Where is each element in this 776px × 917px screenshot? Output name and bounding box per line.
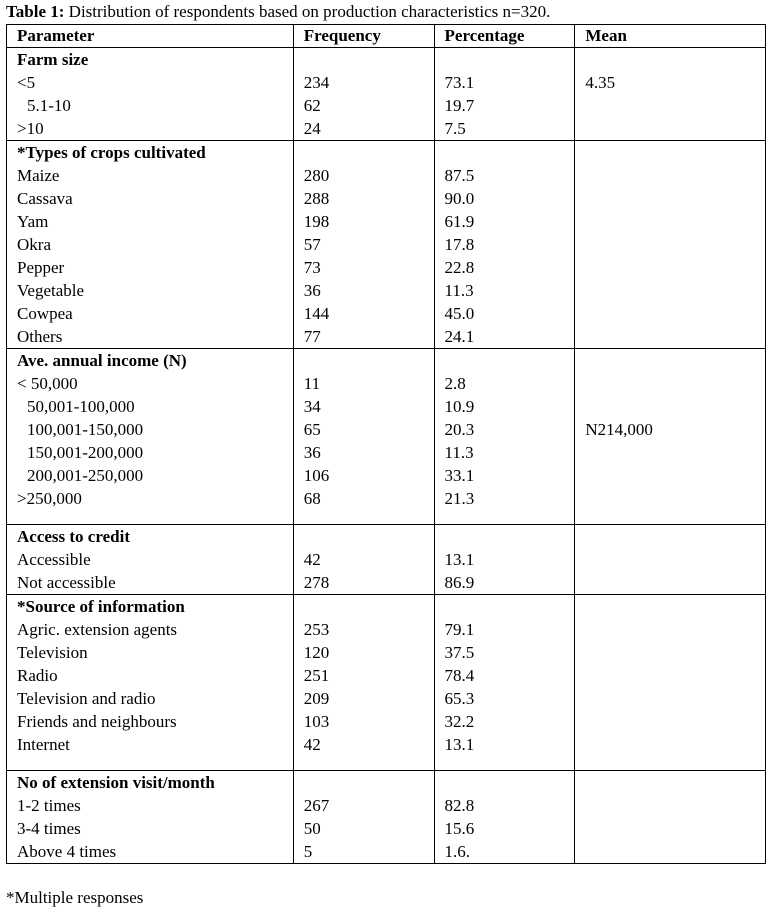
row-frequency: 50 (293, 817, 434, 840)
row-label: Television and radio (7, 687, 294, 710)
spacer-cell (293, 510, 434, 525)
row-percentage: 79.1 (434, 618, 575, 641)
mean-value: 4.35 (585, 73, 616, 92)
row-percentage: 15.6 (434, 817, 575, 840)
row-percentage: 10.9 (434, 395, 575, 418)
section-title: Access to credit (7, 525, 294, 549)
section-mean (575, 48, 766, 141)
section-title: No of extension visit/month (7, 771, 294, 795)
section-title: *Source of information (7, 595, 294, 619)
section-mean (575, 349, 766, 525)
section-title: *Types of crops cultivated (7, 141, 294, 165)
row-percentage: 13.1 (434, 733, 575, 756)
section-title-row (7, 771, 766, 795)
row-percentage: 2.8 (434, 372, 575, 395)
row-frequency: 34 (293, 395, 434, 418)
row-label: Above 4 times (7, 840, 294, 864)
row-label: Vegetable (7, 279, 294, 302)
row-percentage: 45.0 (434, 302, 575, 325)
row-frequency: 73 (293, 256, 434, 279)
section-mean (575, 771, 766, 864)
row-frequency: 77 (293, 325, 434, 349)
row-label: Accessible (7, 548, 294, 571)
row-label: >10 (7, 117, 294, 141)
spacer-cell (7, 756, 294, 771)
freq-cell (293, 525, 434, 549)
row-percentage: 61.9 (434, 210, 575, 233)
row-label: Maize (7, 164, 294, 187)
row-label: Pepper (7, 256, 294, 279)
row-percentage: 17.8 (434, 233, 575, 256)
row-percentage: 33.1 (434, 464, 575, 487)
row-label: 100,001-150,000 (7, 418, 294, 441)
row-percentage: 32.2 (434, 710, 575, 733)
row-label: Yam (7, 210, 294, 233)
row-percentage: 78.4 (434, 664, 575, 687)
row-label: Television (7, 641, 294, 664)
row-percentage: 7.5 (434, 117, 575, 141)
row-frequency: 280 (293, 164, 434, 187)
row-label: >250,000 (7, 487, 294, 510)
row-label: 50,001-100,000 (7, 395, 294, 418)
pct-cell (434, 771, 575, 795)
freq-cell (293, 349, 434, 373)
table-caption (6, 2, 550, 22)
row-percentage: 86.9 (434, 571, 575, 595)
pct-cell (434, 525, 575, 549)
row-percentage: 37.5 (434, 641, 575, 664)
row-percentage: 13.1 (434, 548, 575, 571)
row-percentage: 73.1 (434, 71, 575, 94)
row-label: Cassava (7, 187, 294, 210)
row-frequency: 65 (293, 418, 434, 441)
row-label: 3-4 times (7, 817, 294, 840)
row-percentage: 87.5 (434, 164, 575, 187)
row-percentage: 19.7 (434, 94, 575, 117)
row-frequency: 24 (293, 117, 434, 141)
row-frequency: 120 (293, 641, 434, 664)
spacer-cell (293, 756, 434, 771)
caption-label: Table 1: (6, 2, 65, 21)
pct-cell (434, 349, 575, 373)
row-frequency: 42 (293, 733, 434, 756)
row-label: <5 (7, 71, 294, 94)
header-row (7, 25, 766, 48)
section-title-row (7, 525, 766, 549)
row-label: Radio (7, 664, 294, 687)
freq-cell (293, 48, 434, 72)
row-frequency: 36 (293, 279, 434, 302)
freq-cell (293, 771, 434, 795)
section-title: Ave. annual income (N) (7, 349, 294, 373)
row-label: Friends and neighbours (7, 710, 294, 733)
row-label: Not accessible (7, 571, 294, 595)
section-title-row (7, 141, 766, 165)
mean-value: N214,000 (585, 420, 653, 439)
pct-cell (434, 48, 575, 72)
row-label: Agric. extension agents (7, 618, 294, 641)
caption-text: Distribution of respondents based on production characteristics n=320. (64, 2, 551, 21)
row-percentage: 11.3 (434, 279, 575, 302)
section-title: Farm size (7, 48, 294, 72)
row-frequency: 253 (293, 618, 434, 641)
row-frequency: 11 (293, 372, 434, 395)
table-body (7, 48, 766, 864)
row-label: 5.1-10 (7, 94, 294, 117)
row-frequency: 106 (293, 464, 434, 487)
spacer-cell (434, 756, 575, 771)
row-frequency: 288 (293, 187, 434, 210)
section-mean (575, 141, 766, 349)
row-label: Internet (7, 733, 294, 756)
row-label: Others (7, 325, 294, 349)
row-percentage: 24.1 (434, 325, 575, 349)
row-label: 200,001-250,000 (7, 464, 294, 487)
row-percentage: 90.0 (434, 187, 575, 210)
freq-cell (293, 141, 434, 165)
pct-cell (434, 141, 575, 165)
section-mean (575, 525, 766, 595)
row-frequency: 36 (293, 441, 434, 464)
pct-cell (434, 595, 575, 619)
row-percentage: 65.3 (434, 687, 575, 710)
section-title-row (7, 48, 766, 72)
row-label: Cowpea (7, 302, 294, 325)
header-parameter: Parameter (7, 25, 294, 48)
production-characteristics-table (6, 24, 766, 864)
row-frequency: 278 (293, 571, 434, 595)
row-label: 150,001-200,000 (7, 441, 294, 464)
section-title-row (7, 349, 766, 373)
row-frequency: 251 (293, 664, 434, 687)
row-percentage: 82.8 (434, 794, 575, 817)
spacer-cell (7, 510, 294, 525)
row-frequency: 57 (293, 233, 434, 256)
row-label: < 50,000 (7, 372, 294, 395)
row-frequency: 144 (293, 302, 434, 325)
freq-cell (293, 595, 434, 619)
header-percentage: Percentage (434, 25, 575, 48)
row-frequency: 68 (293, 487, 434, 510)
header-frequency: Frequency (293, 25, 434, 48)
row-frequency: 209 (293, 687, 434, 710)
row-percentage: 22.8 (434, 256, 575, 279)
row-frequency: 42 (293, 548, 434, 571)
row-percentage: 11.3 (434, 441, 575, 464)
section-mean (575, 595, 766, 771)
row-percentage: 20.3 (434, 418, 575, 441)
section-title-row (7, 595, 766, 619)
row-frequency: 198 (293, 210, 434, 233)
row-percentage: 1.6. (434, 840, 575, 864)
row-frequency: 234 (293, 71, 434, 94)
footnote: *Multiple responses (6, 888, 144, 907)
row-frequency: 62 (293, 94, 434, 117)
row-frequency: 267 (293, 794, 434, 817)
row-frequency: 5 (293, 840, 434, 864)
row-label: 1-2 times (7, 794, 294, 817)
spacer-cell (434, 510, 575, 525)
row-percentage: 21.3 (434, 487, 575, 510)
row-label: Okra (7, 233, 294, 256)
row-frequency: 103 (293, 710, 434, 733)
header-mean: Mean (575, 25, 766, 48)
